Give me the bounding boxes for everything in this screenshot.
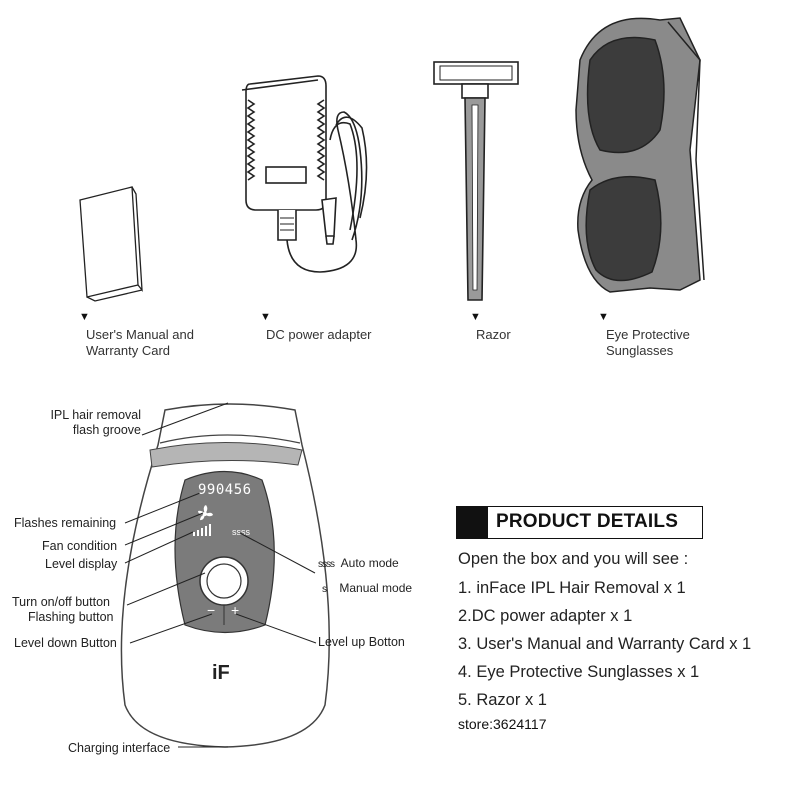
header-accent-bar — [456, 506, 488, 539]
flash-count-display: 990456 — [198, 482, 252, 498]
label-flashes-remaining: Flashes remaining — [14, 516, 117, 530]
level-down-button: − — [207, 602, 216, 618]
manual-booklet-icon — [80, 187, 142, 301]
caption-sunglasses: Eye Protective Sunglasses — [606, 327, 690, 358]
caption-razor: Razor — [476, 327, 511, 342]
list-item: 2.DC power adapter x 1 — [458, 607, 633, 625]
label-level-up: Level up Botton — [318, 635, 405, 649]
sunglasses-icon — [576, 18, 704, 292]
mode-symbol-icon: ssss — [232, 527, 250, 537]
manual-mode-legend: s Manual mode — [322, 581, 413, 595]
label-level-down: Level down Button — [14, 636, 117, 650]
manual-mode-icon: s — [322, 584, 326, 595]
caption-adapter: DC power adapter — [266, 327, 372, 342]
caption-manual: User's Manual and Warranty Card — [86, 327, 194, 358]
power-adapter-icon — [242, 76, 367, 272]
razor-icon — [434, 62, 518, 300]
list-item: 4. Eye Protective Sunglasses x 1 — [458, 663, 700, 681]
marker-triangle: ▼ — [260, 311, 271, 323]
label-fan-condition: Fan condition — [42, 539, 118, 553]
label-turn-on-off: Turn on/off button Flashing button — [12, 595, 114, 624]
level-up-button: + — [231, 602, 240, 618]
product-details-title: PRODUCT DETAILS — [496, 511, 679, 532]
marker-triangle: ▼ — [598, 311, 609, 323]
label-level-display: Level display — [45, 557, 118, 571]
product-details-intro: Open the box and you will see : — [458, 550, 689, 568]
list-item: 5. Razor x 1 — [458, 691, 547, 709]
auto-mode-legend: ssss Auto mode — [318, 556, 399, 570]
brand-logo: iF — [212, 662, 230, 684]
label-charging-interface: Charging interface — [68, 741, 171, 755]
list-item: 3. User's Manual and Warranty Card x 1 — [458, 635, 752, 653]
label-flash-groove: IPL hair removal flash groove — [50, 408, 141, 437]
marker-triangle: ▼ — [79, 311, 90, 323]
auto-mode-icon: ssss — [318, 559, 334, 570]
store-id: store:3624117 — [458, 716, 547, 732]
list-item: 1. inFace IPL Hair Removal x 1 — [458, 579, 686, 597]
marker-triangle: ▼ — [470, 311, 481, 323]
